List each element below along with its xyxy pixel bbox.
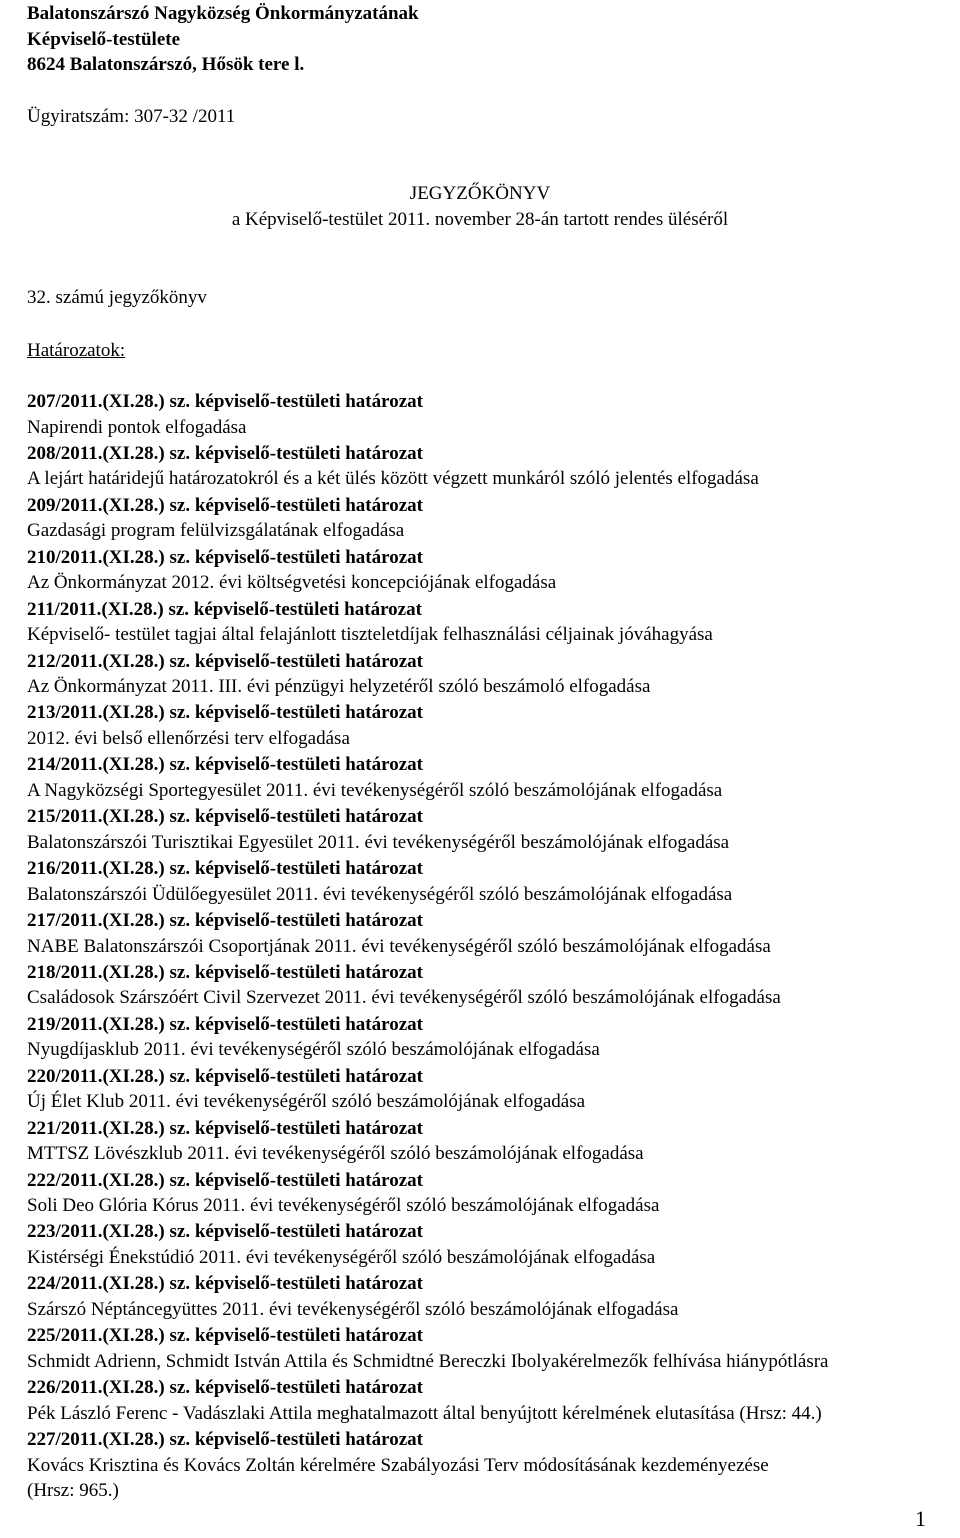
resolution-number: 223/2011.(XI.28.) sz. képviselő-testületi határozat bbox=[27, 1221, 423, 1243]
resolution-number: 226/2011.(XI.28.) sz. képviselő-testületi határozat bbox=[27, 1377, 423, 1399]
resolution-description: NABE Balatonszárszói Csoportjának 2011. évi tevékenységéről szóló beszámolójának elfogadása bbox=[27, 935, 771, 957]
resolution-number: 220/2011.(XI.28.) sz. képviselő-testületi határozat bbox=[27, 1065, 423, 1087]
resolution-description: Balatonszárszói Üdülőegyesület 2011. évi tevékenységéről szóló beszámolójának elfogadása bbox=[27, 883, 733, 905]
page-number: 1 bbox=[915, 1506, 926, 1531]
resolution-description: A lejárt határidejű határozatokról és a két ülés között végzett munkáról szóló jelentés elfogadása bbox=[27, 468, 759, 490]
resolution-number: 217/2011.(XI.28.) sz. képviselő-testületi határozat bbox=[27, 910, 423, 931]
resolution-description: Balatonszárszói Turisztikai Egyesület 2011. évi tevékenységéről beszámolójának elfogadása bbox=[27, 831, 730, 853]
resolution-description: Az Önkormányzat 2012. évi költségvetési koncepciójának elfogadása bbox=[27, 572, 557, 594]
resolution-description: A Nagyközségi Sportegyesület 2011. évi tevékenységéről szóló beszámolójának elfogadása bbox=[27, 779, 723, 801]
resolution-description: Soli Deo Glória Kórus 2011. évi tevékenységéről szóló beszámolójának elfogadása bbox=[27, 1195, 660, 1216]
resolution-number: 215/2011.(XI.28.) sz. képviselő-testületi határozat bbox=[27, 806, 423, 828]
resolution-number: 208/2011.(XI.28.) sz. képviselő-testületi határozat bbox=[27, 442, 423, 464]
resolution-number: 224/2011.(XI.28.) sz. képviselő-testületi határozat bbox=[27, 1273, 423, 1295]
minutes-number: 32. számú jegyzőkönyv bbox=[27, 287, 207, 308]
resolution-description: MTTSZ Lövészklub 2011. évi tevékenységéről szóló beszámolójának elfogadása bbox=[27, 1143, 644, 1165]
header-line-3: 8624 Balatonszárszó, Hősök tere l. bbox=[27, 54, 305, 75]
resolution-number: 213/2011.(XI.28.) sz. képviselő-testületi határozat bbox=[27, 702, 423, 724]
resolution-description: Pék László Ferenc - Vadászlaki Attila meghatalmazott által benyújtott kérelmének elutasítása (Hrsz: 44.) bbox=[27, 1402, 822, 1424]
resolution-number: 225/2011.(XI.28.) sz. képviselő-testületi határozat bbox=[27, 1325, 423, 1347]
resolution-description: Schmidt Adrienn, Schmidt István Attila és Schmidtné Bereczki Ibolyakérelmezők felhívása hiánypótlásra bbox=[27, 1350, 829, 1372]
resolution-description: Nyugdíjasklub 2011. évi tevékenységéről szóló beszámolójának elfogadása bbox=[27, 1039, 600, 1061]
header-line-2: Képviselő-testülete bbox=[27, 29, 181, 50]
resolution-number: 210/2011.(XI.28.) sz. képviselő-testületi határozat bbox=[27, 546, 423, 568]
resolution-number: 219/2011.(XI.28.) sz. képviselő-testületi határozat bbox=[27, 1013, 423, 1035]
resolution-description: Az Önkormányzat 2011. III. évi pénzügyi helyzetéről szóló beszámoló elfogadása bbox=[27, 676, 651, 697]
resolution-number: 214/2011.(XI.28.) sz. képviselő-testületi határozat bbox=[27, 754, 423, 776]
resolution-number: 218/2011.(XI.28.) sz. képviselő-testületi határozat bbox=[27, 961, 423, 983]
resolution-number: 227/2011.(XI.28.) sz. képviselő-testületi határozat bbox=[27, 1429, 423, 1450]
resolution-description: Kistérségi Énekstúdió 2011. évi tevékenységéről szóló beszámolójának elfogadása bbox=[27, 1246, 656, 1268]
resolution-description: Szárszó Néptáncegyüttes 2011. évi tevékenységéről szóló beszámolójának elfogadása bbox=[27, 1298, 679, 1320]
resolution-description: Napirendi pontok elfogadása bbox=[27, 416, 247, 438]
resolutions-heading: Határozatok: bbox=[27, 340, 126, 361]
file-number: Ügyiratszám: 307-32 /2011 bbox=[27, 106, 236, 127]
document-title: JEGYZŐKÖNYV bbox=[409, 183, 551, 204]
resolution-number: 221/2011.(XI.28.) sz. képviselő-testületi határozat bbox=[27, 1117, 423, 1139]
resolution-description-continued: (Hrsz: 965.) bbox=[27, 1480, 119, 1501]
resolution-number: 216/2011.(XI.28.) sz. képviselő-testületi határozat bbox=[27, 858, 423, 880]
resolution-description: 2012. évi belső ellenőrzési terv elfogadása bbox=[27, 727, 350, 749]
resolution-number: 207/2011.(XI.28.) sz. képviselő-testületi határozat bbox=[27, 391, 423, 412]
resolution-description: Családosok Szárszóért Civil Szervezet 2011. évi tevékenységéről szóló beszámolójának elfogadása bbox=[27, 987, 781, 1009]
resolution-description: Képviselő- testület tagjai által felajánlott tiszteletdíjak felhasználási céljainak jóváhagyása bbox=[27, 624, 713, 646]
header-line-1: Balatonszárszó Nagyközség Önkormányzatának bbox=[27, 3, 419, 24]
resolution-description: Kovács Krisztina és Kovács Zoltán kérelmére Szabályozási Terv módosításának kezdeményezése bbox=[27, 1454, 769, 1476]
resolution-description: Új Élet Klub 2011. évi tevékenységéről szóló beszámolójának elfogadása bbox=[27, 1091, 586, 1113]
resolution-description: Gazdasági program felülvizsgálatának elfogadása bbox=[27, 520, 405, 542]
resolution-number: 211/2011.(XI.28.) sz. képviselő-testületi határozat bbox=[27, 598, 422, 620]
resolution-number: 209/2011.(XI.28.) sz. képviselő-testületi határozat bbox=[27, 494, 423, 516]
resolution-number: 222/2011.(XI.28.) sz. képviselő-testületi határozat bbox=[27, 1169, 423, 1191]
document-subtitle: a Képviselő-testület 2011. november 28-án tartott rendes üléséről bbox=[231, 209, 729, 230]
resolution-number: 212/2011.(XI.28.) sz. képviselő-testületi határozat bbox=[27, 650, 423, 672]
